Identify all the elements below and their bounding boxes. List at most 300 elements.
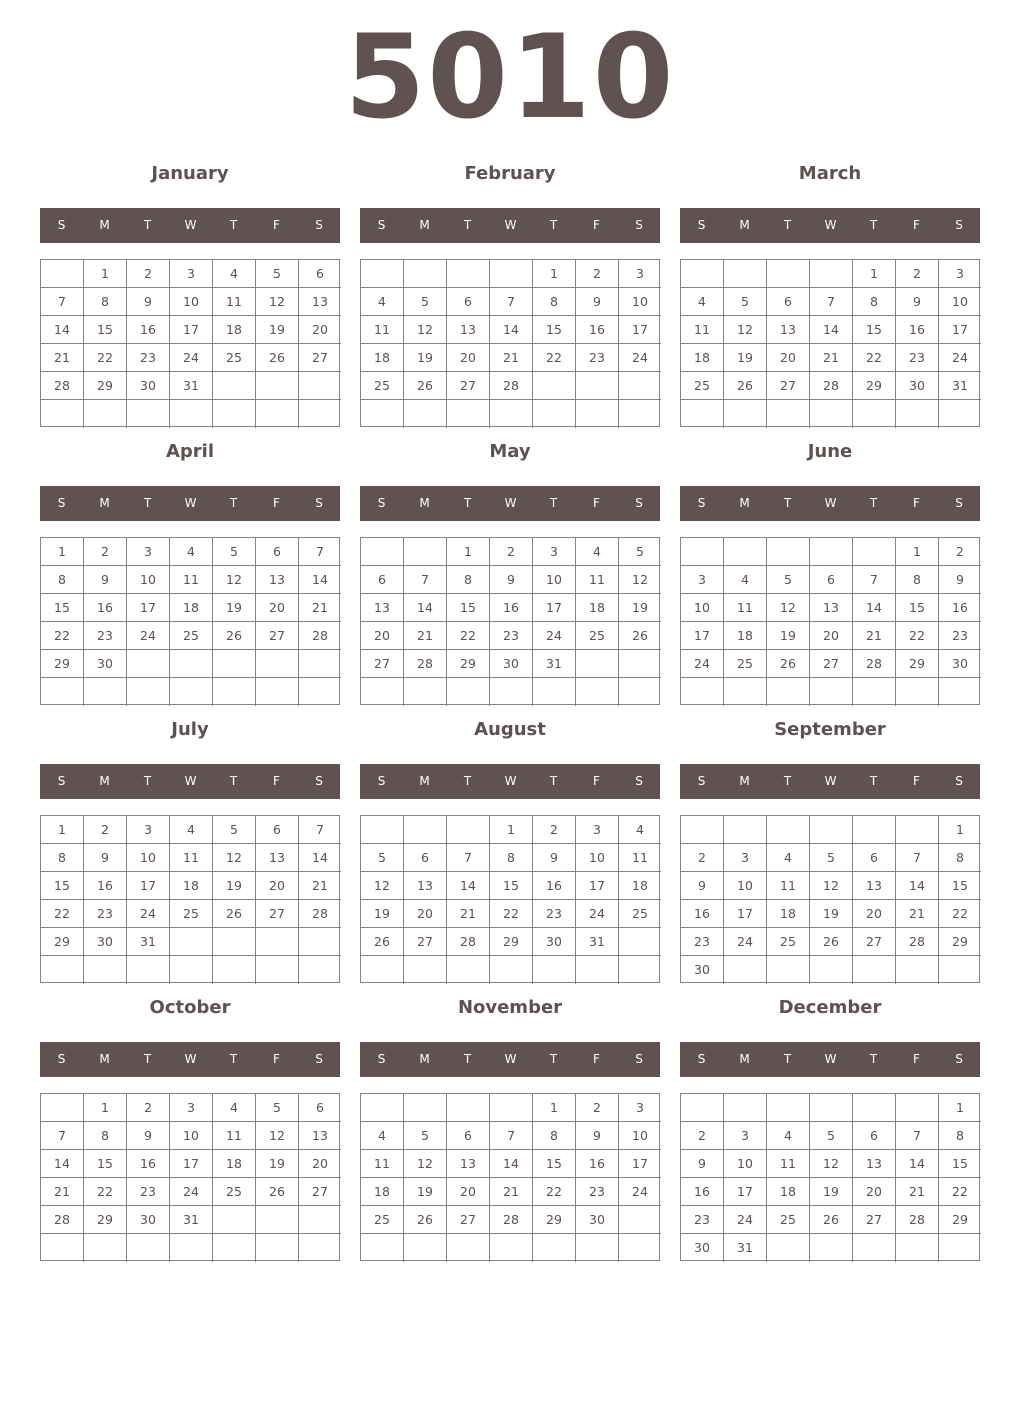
day-cell: 19: [213, 872, 256, 900]
empty-day-cell: [490, 1094, 533, 1122]
day-cell: 27: [299, 1178, 341, 1206]
day-cell: 6: [853, 1122, 896, 1150]
empty-day-cell: [41, 956, 84, 984]
month-name: December: [778, 997, 882, 1018]
day-cell: 18: [213, 1150, 256, 1178]
empty-day-cell: [170, 678, 213, 706]
day-cell: 3: [724, 844, 767, 872]
weekday-header: [360, 764, 660, 799]
empty-day-cell: [41, 1234, 84, 1262]
day-cell: 7: [810, 288, 853, 316]
empty-day-cell: [361, 1094, 404, 1122]
day-cell: 28: [490, 1206, 533, 1234]
day-cell: 28: [896, 928, 939, 956]
day-cell: 31: [576, 928, 619, 956]
day-cell: 22: [84, 1178, 127, 1206]
day-cell: 24: [619, 344, 661, 372]
empty-day-cell: [576, 372, 619, 400]
day-cell: 24: [619, 1178, 661, 1206]
empty-day-cell: [810, 678, 853, 706]
weekday-label: T: [229, 218, 238, 232]
weekday-label: M: [739, 218, 750, 232]
day-cell: 30: [533, 928, 576, 956]
empty-day-cell: [404, 956, 447, 984]
day-cell: 20: [299, 316, 341, 344]
day-cell: 27: [299, 344, 341, 372]
empty-day-cell: [490, 956, 533, 984]
day-cell: 1: [84, 1094, 127, 1122]
day-cell: 9: [84, 844, 127, 872]
empty-day-cell: [853, 816, 896, 844]
day-cell: 13: [853, 872, 896, 900]
day-cell: 11: [681, 316, 724, 344]
day-cell: 6: [299, 260, 341, 288]
day-cell: 16: [84, 872, 127, 900]
empty-day-cell: [681, 816, 724, 844]
empty-day-cell: [724, 678, 767, 706]
day-cell: 31: [533, 650, 576, 678]
day-cell: 14: [447, 872, 490, 900]
empty-day-cell: [853, 678, 896, 706]
day-cell: 27: [767, 372, 810, 400]
weekday-label: T: [463, 1052, 472, 1066]
day-cell: 1: [490, 816, 533, 844]
empty-day-cell: [256, 400, 299, 428]
day-cell: 20: [767, 344, 810, 372]
empty-day-cell: [896, 678, 939, 706]
day-cell: 20: [810, 622, 853, 650]
empty-day-cell: [447, 260, 490, 288]
day-cell: 17: [170, 1150, 213, 1178]
day-cell: 22: [939, 900, 981, 928]
weekday-label: M: [419, 218, 430, 232]
day-cell: 27: [853, 1206, 896, 1234]
day-grid: [40, 259, 340, 427]
day-cell: 6: [361, 566, 404, 594]
day-cell: 8: [896, 566, 939, 594]
day-cell: 21: [490, 344, 533, 372]
day-cell: 11: [213, 1122, 256, 1150]
day-cell: 5: [213, 538, 256, 566]
day-cell: 18: [213, 316, 256, 344]
weekday-label: S: [315, 774, 323, 788]
day-cell: 25: [767, 928, 810, 956]
empty-day-cell: [299, 678, 341, 706]
day-cell: 4: [213, 1094, 256, 1122]
day-cell: 6: [256, 538, 299, 566]
empty-day-cell: [576, 400, 619, 428]
day-cell: 20: [447, 344, 490, 372]
day-cell: 31: [170, 372, 213, 400]
day-grid: [40, 815, 340, 983]
day-cell: 23: [939, 622, 981, 650]
day-cell: 28: [404, 650, 447, 678]
day-cell: 16: [127, 316, 170, 344]
empty-day-cell: [361, 816, 404, 844]
day-cell: 18: [576, 594, 619, 622]
day-cell: 20: [853, 1178, 896, 1206]
day-cell: 20: [447, 1178, 490, 1206]
day-grid: [680, 537, 980, 705]
empty-day-cell: [361, 538, 404, 566]
day-cell: 21: [853, 622, 896, 650]
day-cell: 3: [170, 260, 213, 288]
day-cell: 10: [170, 288, 213, 316]
day-cell: 18: [724, 622, 767, 650]
day-cell: 12: [256, 1122, 299, 1150]
weekday-label: M: [99, 774, 110, 788]
empty-day-cell: [767, 816, 810, 844]
day-cell: 26: [361, 928, 404, 956]
day-cell: 6: [299, 1094, 341, 1122]
empty-day-cell: [724, 816, 767, 844]
empty-day-cell: [299, 372, 341, 400]
empty-day-cell: [256, 928, 299, 956]
day-cell: 2: [576, 1094, 619, 1122]
day-cell: 18: [681, 344, 724, 372]
empty-day-cell: [619, 928, 661, 956]
day-cell: 7: [41, 1122, 84, 1150]
day-cell: 4: [767, 844, 810, 872]
day-cell: 9: [127, 1122, 170, 1150]
day-cell: 23: [681, 1206, 724, 1234]
empty-day-cell: [170, 928, 213, 956]
day-cell: 23: [84, 900, 127, 928]
day-cell: 30: [127, 1206, 170, 1234]
day-cell: 24: [170, 344, 213, 372]
day-cell: 7: [490, 1122, 533, 1150]
month-name: May: [489, 441, 531, 462]
day-cell: 29: [490, 928, 533, 956]
weekday-header: [360, 1042, 660, 1077]
day-cell: 5: [256, 1094, 299, 1122]
day-cell: 12: [404, 1150, 447, 1178]
day-cell: 22: [896, 622, 939, 650]
empty-day-cell: [896, 956, 939, 984]
empty-day-cell: [896, 400, 939, 428]
weekday-label: S: [697, 218, 706, 232]
day-cell: 21: [896, 1178, 939, 1206]
day-cell: 28: [41, 372, 84, 400]
day-cell: 15: [896, 594, 939, 622]
empty-day-cell: [361, 1234, 404, 1262]
empty-day-cell: [256, 372, 299, 400]
empty-day-cell: [213, 1206, 256, 1234]
day-cell: 22: [853, 344, 896, 372]
empty-day-cell: [84, 956, 127, 984]
day-cell: 19: [810, 900, 853, 928]
empty-day-cell: [853, 1234, 896, 1262]
weekday-label: T: [549, 774, 558, 788]
weekday-label: F: [593, 1052, 600, 1066]
day-cell: 20: [256, 872, 299, 900]
empty-day-cell: [810, 1094, 853, 1122]
day-cell: 24: [127, 622, 170, 650]
day-cell: 12: [256, 288, 299, 316]
day-cell: 13: [256, 566, 299, 594]
day-cell: 10: [724, 872, 767, 900]
day-cell: 4: [767, 1122, 810, 1150]
weekday-label: S: [377, 218, 386, 232]
day-cell: 8: [41, 566, 84, 594]
empty-day-cell: [724, 538, 767, 566]
day-cell: 6: [404, 844, 447, 872]
empty-day-cell: [619, 1206, 661, 1234]
day-cell: 2: [490, 538, 533, 566]
weekday-label: W: [184, 496, 197, 510]
empty-day-cell: [404, 1234, 447, 1262]
day-cell: 23: [576, 344, 619, 372]
day-cell: 29: [41, 650, 84, 678]
day-cell: 26: [256, 344, 299, 372]
empty-day-cell: [767, 956, 810, 984]
empty-day-cell: [490, 400, 533, 428]
day-cell: 7: [41, 288, 84, 316]
day-cell: 19: [404, 1178, 447, 1206]
day-cell: 12: [767, 594, 810, 622]
empty-day-cell: [41, 400, 84, 428]
empty-day-cell: [256, 678, 299, 706]
day-cell: 15: [84, 1150, 127, 1178]
weekday-header: [40, 208, 340, 243]
day-cell: 17: [619, 316, 661, 344]
weekday-label: S: [315, 218, 323, 232]
day-cell: 22: [447, 622, 490, 650]
day-cell: 8: [533, 1122, 576, 1150]
empty-day-cell: [767, 1094, 810, 1122]
empty-day-cell: [724, 260, 767, 288]
weekday-label: T: [549, 1052, 558, 1066]
weekday-label: W: [504, 496, 517, 510]
day-cell: 26: [404, 372, 447, 400]
empty-day-cell: [853, 538, 896, 566]
weekday-header: [360, 208, 660, 243]
weekday-label: S: [955, 774, 963, 788]
weekday-label: T: [783, 1052, 792, 1066]
day-cell: 12: [724, 316, 767, 344]
day-cell: 23: [576, 1178, 619, 1206]
day-cell: 4: [361, 1122, 404, 1150]
day-cell: 1: [447, 538, 490, 566]
weekday-label: F: [593, 496, 600, 510]
day-cell: 3: [533, 538, 576, 566]
day-cell: 21: [404, 622, 447, 650]
day-cell: 21: [896, 900, 939, 928]
empty-day-cell: [299, 956, 341, 984]
weekday-label: T: [869, 1052, 878, 1066]
weekday-label: W: [504, 774, 517, 788]
day-cell: 2: [939, 538, 981, 566]
day-cell: 23: [127, 1178, 170, 1206]
year-title: 5010: [344, 10, 676, 145]
month-name: March: [798, 163, 862, 184]
weekday-label: T: [783, 496, 792, 510]
weekday-header: [680, 486, 980, 521]
day-cell: 1: [41, 538, 84, 566]
day-cell: 13: [256, 844, 299, 872]
empty-day-cell: [404, 816, 447, 844]
day-cell: 29: [447, 650, 490, 678]
weekday-label: S: [697, 496, 706, 510]
weekday-label: S: [377, 496, 386, 510]
day-cell: 1: [41, 816, 84, 844]
day-cell: 26: [213, 900, 256, 928]
day-cell: 30: [576, 1206, 619, 1234]
empty-day-cell: [810, 1234, 853, 1262]
day-cell: 23: [896, 344, 939, 372]
day-cell: 10: [681, 594, 724, 622]
day-cell: 2: [127, 260, 170, 288]
month-name: June: [807, 441, 853, 462]
empty-day-cell: [576, 1234, 619, 1262]
weekday-label: F: [273, 774, 280, 788]
weekday-header: [40, 764, 340, 799]
day-cell: 6: [447, 288, 490, 316]
day-cell: 24: [170, 1178, 213, 1206]
weekday-label: F: [273, 218, 280, 232]
empty-day-cell: [361, 400, 404, 428]
day-cell: 3: [939, 260, 981, 288]
empty-day-cell: [619, 956, 661, 984]
day-cell: 9: [576, 288, 619, 316]
day-cell: 23: [84, 622, 127, 650]
weekday-label: S: [377, 774, 386, 788]
month-name: October: [149, 997, 231, 1018]
empty-day-cell: [127, 1234, 170, 1262]
day-cell: 29: [939, 928, 981, 956]
day-cell: 5: [361, 844, 404, 872]
weekday-label: M: [419, 1052, 430, 1066]
empty-day-cell: [619, 400, 661, 428]
day-cell: 9: [84, 566, 127, 594]
day-cell: 7: [447, 844, 490, 872]
day-grid: [680, 1093, 980, 1261]
day-cell: 19: [213, 594, 256, 622]
day-cell: 5: [767, 566, 810, 594]
day-cell: 9: [533, 844, 576, 872]
day-cell: 7: [299, 816, 341, 844]
day-cell: 30: [127, 372, 170, 400]
empty-day-cell: [447, 400, 490, 428]
empty-day-cell: [533, 372, 576, 400]
weekday-label: S: [635, 496, 643, 510]
weekday-label: F: [913, 496, 920, 510]
day-cell: 18: [767, 1178, 810, 1206]
day-cell: 11: [170, 844, 213, 872]
day-cell: 27: [810, 650, 853, 678]
weekday-label: W: [824, 218, 837, 232]
day-cell: 21: [41, 1178, 84, 1206]
day-cell: 24: [724, 928, 767, 956]
empty-day-cell: [681, 260, 724, 288]
day-cell: 2: [533, 816, 576, 844]
day-cell: 4: [724, 566, 767, 594]
empty-day-cell: [619, 650, 661, 678]
empty-day-cell: [896, 816, 939, 844]
empty-day-cell: [404, 1094, 447, 1122]
empty-day-cell: [896, 1234, 939, 1262]
day-cell: 20: [361, 622, 404, 650]
day-grid: [360, 259, 660, 427]
day-cell: 25: [576, 622, 619, 650]
day-cell: 14: [896, 872, 939, 900]
day-cell: 12: [619, 566, 661, 594]
weekday-header: [40, 486, 340, 521]
day-cell: 29: [84, 372, 127, 400]
empty-day-cell: [256, 1234, 299, 1262]
day-cell: 27: [447, 1206, 490, 1234]
day-cell: 8: [939, 1122, 981, 1150]
day-cell: 25: [213, 1178, 256, 1206]
weekday-header: [680, 1042, 980, 1077]
day-cell: 12: [810, 1150, 853, 1178]
day-cell: 5: [404, 1122, 447, 1150]
day-cell: 11: [767, 872, 810, 900]
day-cell: 26: [767, 650, 810, 678]
day-cell: 21: [490, 1178, 533, 1206]
day-cell: 9: [896, 288, 939, 316]
empty-day-cell: [170, 1234, 213, 1262]
empty-day-cell: [810, 538, 853, 566]
day-cell: 22: [84, 344, 127, 372]
day-cell: 14: [41, 316, 84, 344]
empty-day-cell: [490, 1234, 533, 1262]
day-grid: [40, 537, 340, 705]
weekday-label: T: [229, 496, 238, 510]
day-cell: 14: [490, 1150, 533, 1178]
day-cell: 25: [619, 900, 661, 928]
empty-day-cell: [896, 1094, 939, 1122]
empty-day-cell: [681, 1094, 724, 1122]
day-cell: 19: [810, 1178, 853, 1206]
weekday-label: F: [913, 1052, 920, 1066]
day-grid: [40, 1093, 340, 1261]
empty-day-cell: [447, 956, 490, 984]
empty-day-cell: [213, 650, 256, 678]
empty-day-cell: [404, 678, 447, 706]
day-cell: 10: [619, 1122, 661, 1150]
day-cell: 18: [619, 872, 661, 900]
weekday-label: M: [739, 496, 750, 510]
weekday-label: W: [824, 1052, 837, 1066]
day-cell: 2: [896, 260, 939, 288]
day-cell: 14: [490, 316, 533, 344]
weekday-label: S: [635, 1052, 643, 1066]
empty-day-cell: [170, 956, 213, 984]
empty-day-cell: [299, 1206, 341, 1234]
day-cell: 23: [681, 928, 724, 956]
empty-day-cell: [490, 678, 533, 706]
day-cell: 26: [724, 372, 767, 400]
empty-day-cell: [361, 260, 404, 288]
weekday-label: S: [315, 1052, 323, 1066]
empty-day-cell: [170, 650, 213, 678]
empty-day-cell: [724, 400, 767, 428]
empty-day-cell: [447, 816, 490, 844]
empty-day-cell: [213, 956, 256, 984]
day-cell: 26: [213, 622, 256, 650]
empty-day-cell: [213, 678, 256, 706]
day-cell: 15: [853, 316, 896, 344]
day-cell: 23: [533, 900, 576, 928]
day-cell: 19: [724, 344, 767, 372]
empty-day-cell: [41, 1094, 84, 1122]
empty-day-cell: [619, 678, 661, 706]
day-cell: 14: [853, 594, 896, 622]
empty-day-cell: [361, 678, 404, 706]
weekday-label: T: [549, 218, 558, 232]
day-cell: 31: [939, 372, 981, 400]
